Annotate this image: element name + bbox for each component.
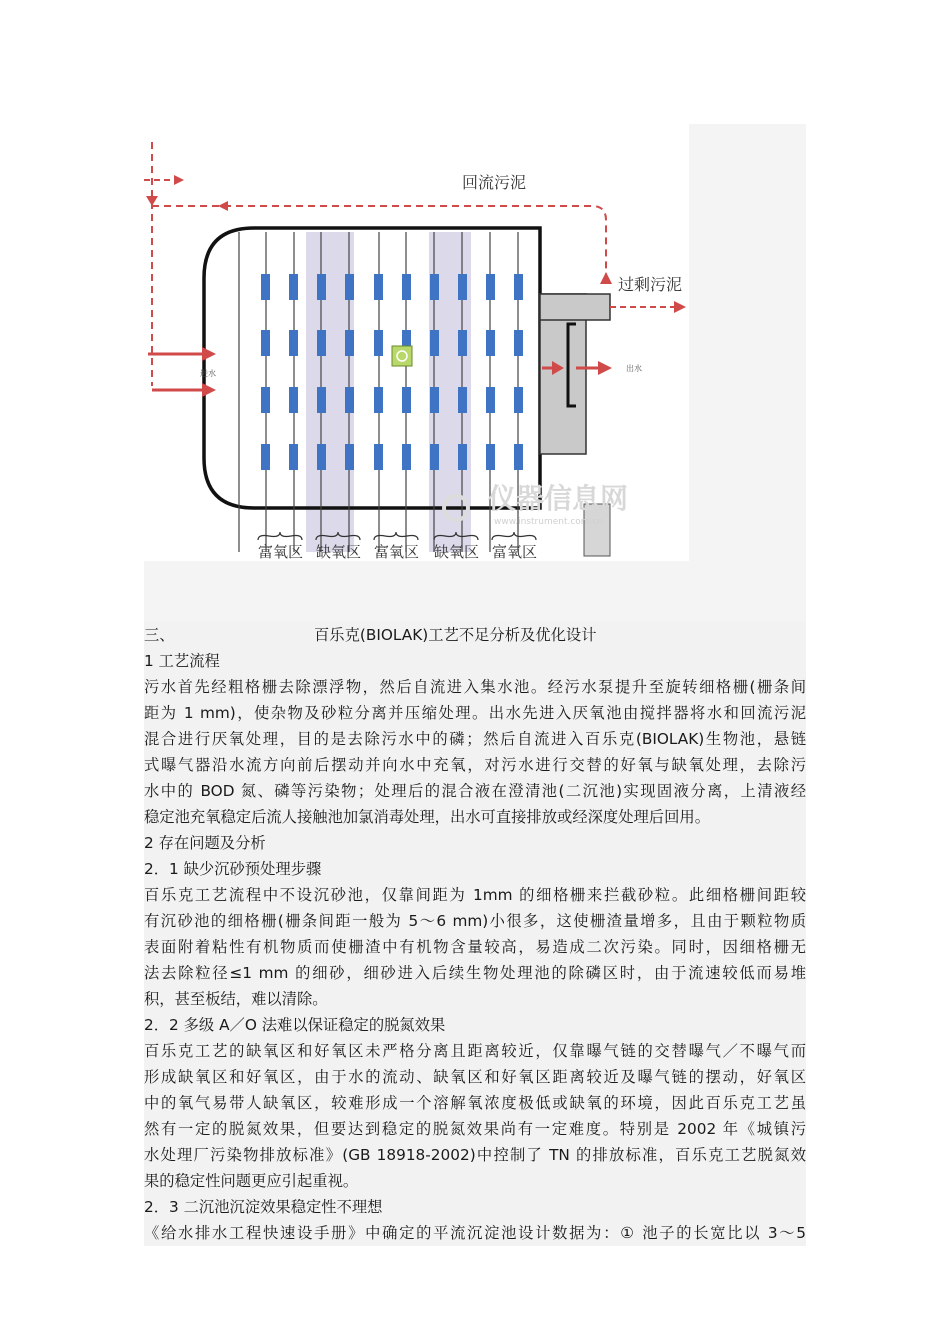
subheading-2-2: 2．2 多级 A／O 法难以保证稳定的脱氮效果: [144, 1016, 446, 1034]
diffuser-block: [486, 444, 495, 470]
diffuser-block: [345, 387, 354, 413]
diffuser-block: [261, 444, 270, 470]
diffuser-block: [374, 274, 383, 300]
sludge-hopper: [540, 294, 610, 320]
diffuser-block: [486, 274, 495, 300]
diffuser-block: [514, 444, 523, 470]
return-sludge-label: 回流污泥: [462, 173, 527, 192]
subheading-2-1: 2．1 缺少沉砂预处理步骤: [144, 860, 322, 878]
diffuser-block: [261, 274, 270, 300]
paragraph-line: 然有一定的脱氮效果，但要达到稳定的脱氮效果尚有一定难度。特别是 2002 年《城镇污: [144, 1120, 806, 1138]
biolak-process-diagram: [144, 124, 806, 622]
inflow-label: 进水: [200, 369, 216, 378]
subheading-problems: 2 存在问题及分析: [144, 834, 266, 852]
diffuser-block: [317, 330, 326, 356]
paragraph-line: 水处理厂污染物排放标准》(GB 18918-2002)中控制了 TN 的排放标准，百乐克工艺脱氮效: [144, 1146, 806, 1164]
paragraph-line: 距为 1 mm)，使杂物及砂粒分离并压缩处理。出水先进入厌氧池由搅拌器将水和回流污泥: [144, 704, 806, 722]
diagram-canvas: [144, 124, 806, 622]
watermark-cn: 仪器信息网: [488, 482, 629, 515]
diffuser-block: [289, 444, 298, 470]
diffuser-block: [289, 274, 298, 300]
diffuser-block: [514, 330, 523, 356]
zone-label: 缺氧区: [434, 543, 480, 561]
zone-label: 缺氧区: [316, 543, 362, 561]
diffuser-block: [402, 274, 411, 300]
outflow-label: 出水: [626, 364, 642, 373]
diffuser-block: [345, 274, 354, 300]
diffuser-block: [374, 387, 383, 413]
diffuser-block: [430, 444, 439, 470]
diffuser-block: [289, 330, 298, 356]
diffuser-block: [402, 444, 411, 470]
diffuser-block: [430, 387, 439, 413]
diffuser-block: [458, 444, 467, 470]
diffuser-block: [402, 387, 411, 413]
paragraph-line: 积，甚至板结，难以清除。: [144, 990, 328, 1008]
paragraph-line: 污水首先经粗格栅去除漂浮物，然后自流进入集水池。经污水泵提升至旋转细格栅(栅条间: [144, 678, 806, 696]
paragraph-line: 百乐克工艺的缺氧区和好氧区未严格分离且距离较近，仅靠曝气链的交替曝气／不曝气而: [144, 1042, 806, 1060]
diffuser-block: [374, 330, 383, 356]
paragraph-line: 水中的 BOD 氮、磷等污染物；处理后的混合液在澄清池(二沉池)实现固液分离，上清液经: [144, 782, 806, 800]
paragraph-line: 稳定池充氧稳定后流人接触池加氯消毒处理，出水可直接排放或经深度处理后回用。: [144, 808, 710, 826]
diffuser-block: [317, 274, 326, 300]
zone-label: 富氧区: [258, 543, 304, 561]
diffuser-block: [458, 330, 467, 356]
diffuser-block: [514, 274, 523, 300]
excess-sludge-label: 过剩污泥: [618, 275, 683, 294]
diffuser-block: [486, 387, 495, 413]
diffuser-block: [317, 444, 326, 470]
paragraph-line: 中的氧气易带人缺氧区，较难形成一个溶解氧浓度极低或缺氧的环境，因此百乐克工艺虽: [144, 1094, 806, 1112]
diffuser-block: [458, 387, 467, 413]
paragraph-line: 混合进行厌氧处理，目的是去除污水中的磷；然后自流进入百乐克(BIOLAK)生物池，悬链: [144, 730, 806, 748]
center-marker-icon: [392, 346, 412, 366]
diffuser-block: [261, 330, 270, 356]
section-title: 百乐克(BIOLAK)工艺不足分析及优化设计: [314, 626, 597, 644]
zone-label: 富氧区: [492, 543, 538, 561]
paragraph-line: 式曝气器沿水流方向前后摆动并向水中充氧，对污水进行交替的好氧与缺氧处理，去除污: [144, 756, 806, 774]
diffuser-block: [430, 274, 439, 300]
paragraph-line: 形成缺氧区和好氧区，由于水的流动、缺氧区和好氧区距离较近及曝气链的摆动，好氧区: [144, 1068, 806, 1086]
diffuser-block: [486, 330, 495, 356]
paragraph-line: 法去除粒径≤1 mm 的细砂，细砂进入后续生物处理池的除磷区时，由于流速较低而易堆: [144, 964, 806, 982]
paragraph-line: 果的稳定性问题更应引起重视。: [144, 1172, 359, 1190]
diffuser-block: [374, 444, 383, 470]
paragraph-line: 百乐克工艺流程中不设沉砂池，仅靠间距为 1mm 的细格栅来拦截砂粒。此细格栅间距较: [144, 886, 806, 904]
diffuser-block: [289, 387, 298, 413]
diffuser-block: [345, 444, 354, 470]
diffuser-block: [317, 387, 326, 413]
paragraph-line: 有沉砂池的细格栅(栅条间距一般为 5～6 mm)小很多，这使栅渣量增多，且由于颗粒物质: [144, 912, 806, 930]
diffuser-block: [514, 387, 523, 413]
diffuser-block: [345, 330, 354, 356]
subheading-process-flow: 1 工艺流程: [144, 652, 220, 670]
watermark-en: www.instrument.com.cn: [494, 517, 604, 527]
diffuser-block: [458, 274, 467, 300]
paragraph-line: 表面附着粘性有机物质而使栅渣中有机物含量较高，易造成二次污染。同时，因细格栅无: [144, 938, 806, 956]
diffuser-block: [261, 387, 270, 413]
section-heading: [144, 622, 806, 648]
article-text: [144, 622, 806, 1246]
zone-label: 富氧区: [374, 543, 420, 561]
diffuser-block: [430, 330, 439, 356]
section-number: 三、: [144, 626, 175, 644]
subheading-2-3: 2．3 二沉池沉淀效果稳定性不理想: [144, 1198, 383, 1216]
paragraph-line: 《给水排水工程快速设手册》中确定的平流沉淀池设计数据为：① 池子的长宽比以 3～5: [144, 1224, 806, 1242]
